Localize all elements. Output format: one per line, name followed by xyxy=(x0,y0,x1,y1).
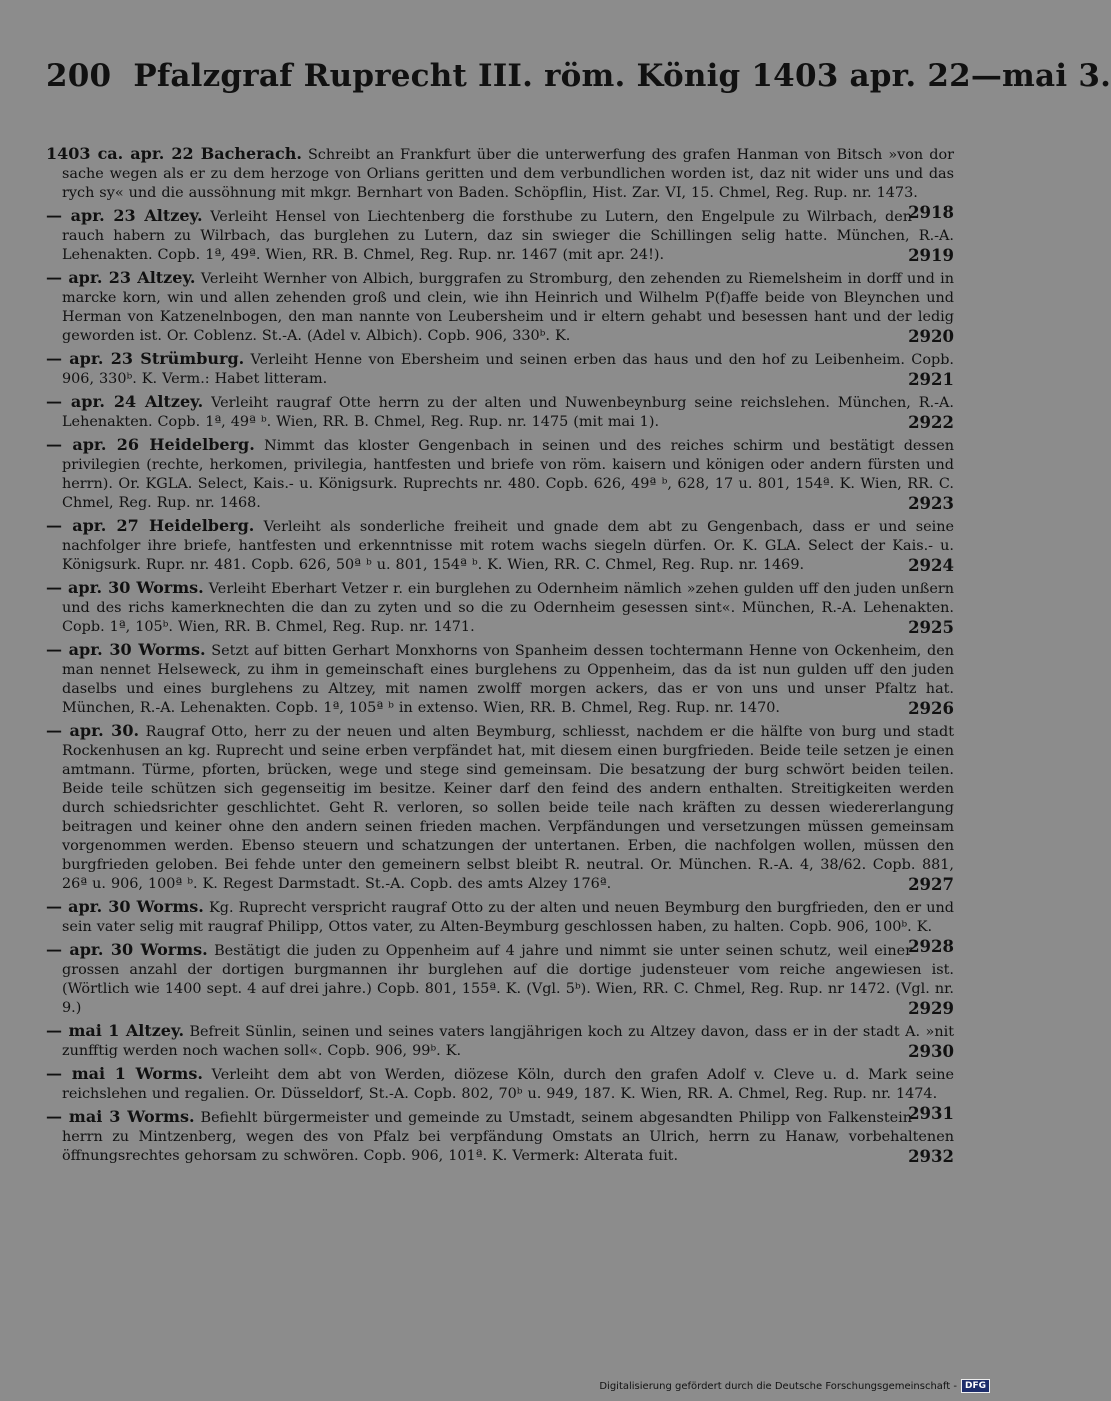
page-number: 200 xyxy=(46,58,112,94)
regest-entry xyxy=(34,268,954,346)
regest-entry xyxy=(34,940,954,1018)
regest-text: Verleiht Hensel von Liechtenberg die forsthube zu Lutern, den Engelpule zu Wilrbach, den rauch habern zu Wilrbach, das burglehen zu Lutern, daz sin swieger die Schillingen selig hatte. München, R.-A. Lehenakten. Copb. 1ª, 49ª. Wien, RR. B. Chmel, Reg. Rup. nr. 1467 (mit apr. 24!). xyxy=(62,209,954,263)
regest-entry xyxy=(34,516,954,575)
regest-number: 2927 xyxy=(908,875,954,894)
running-header xyxy=(46,58,1111,94)
regest-paragraph xyxy=(34,392,954,432)
regest-paragraph xyxy=(34,349,954,389)
regest-date-place: — apr. 23 Strümburg. xyxy=(46,349,245,368)
regest-entry xyxy=(34,578,954,637)
regest-number: 2926 xyxy=(908,699,954,718)
regest-text: Verleiht Eberhart Vetzer r. ein burglehen zu Odernheim nämlich »zehen gulden uff den juden unßern und des richs kamerknechten die dan zu zyten und so die zu Odernheim gesessen sint«. München, R.-A. Lehenakten. Copb. 1ª, 105ᵇ. Wien, RR. B. Chmel, Reg. Rup. nr. 1471. xyxy=(62,581,954,635)
regest-entry xyxy=(34,206,954,265)
regest-text: Befiehlt bürgermeister und gemeinde zu Umstadt, seinem abgesandten Philipp von Falkenstein herrn zu Mintzenberg, wegen des von Pfalz bei verpfändung Omstats an Ulrich, herrn zu Hanaw, vorbehaltenen öffnungsrechtes gehorsam zu schwören. Copb. 906, 101ª. K. Vermerk: Alterata fuit. xyxy=(62,1110,954,1164)
regest-text: Kg. Ruprecht verspricht raugraf Otto zu der alten und neuen Beymburg den burgfrieden, den er und sein vater selig mit raugraf Philipp, Ottos vater, zu Alten-Beymburg geschlossen haben, zu halten. Copb. 906, 100ᵇ. K. xyxy=(62,900,954,935)
regest-paragraph xyxy=(34,578,954,637)
regest-date-place: — apr. 30 Worms. xyxy=(46,640,206,659)
regest-number: 2924 xyxy=(908,556,954,575)
regest-number: 2925 xyxy=(908,618,954,637)
regest-paragraph xyxy=(34,1107,954,1166)
header-title: Pfalzgraf Ruprecht III. röm. König 1403 apr. 22—mai 3. xyxy=(133,58,1111,94)
regest-date-place: — apr. 24 Altzey. xyxy=(46,392,204,411)
regest-date-place: — apr. 27 Heidelberg. xyxy=(46,516,255,535)
footer-text: Digitalisierung gefördert durch die Deutsche Forschungsgemeinschaft - xyxy=(599,1380,957,1392)
regest-date-place: — apr. 30 Worms. xyxy=(46,578,204,597)
regesta-list xyxy=(34,144,954,1169)
regest-date-place: — apr. 23 Altzey. xyxy=(46,206,203,225)
regest-entry xyxy=(34,1021,954,1061)
regest-entry xyxy=(34,392,954,432)
regest-date-place: — apr. 30. xyxy=(46,721,140,740)
regest-paragraph xyxy=(34,1021,954,1061)
regest-entry xyxy=(34,1107,954,1166)
funding-footer xyxy=(599,1379,990,1393)
regest-text: Raugraf Otto, herr zu der neuen und alten Beymburg, schliesst, nachdem er die hälfte von burg und stadt Rockenhusen an kg. Ruprecht und seine erben verpfändet hat, mit diesem einen burgfrieden. Beide teile setzen je einen amtmann. Türme, pforten, brücken, wege und stege sind gemeinsam. Die besatzung der burg schwört beiden teilen. Beide teile schützen sich gegenseitig im besitze. Keiner darf den feind des andern enthalten. Streitigkeiten werden durch schiedsrichter geschlichtet. Geht R. verloren, so sollen beide teile nach kräften zu dessen wiedererlangung beitragen und keiner ohne den andern seinen frieden machen. Verpfändungen und versetzungen müssen gemeinsam vorgenommen werden. Ebenso steuern und schatzungen der untertanen. Erben, die nachfolgen wollen, müssen den burgfrieden geloben. Bei fehde unter den gemeinern selbst bleibt R. neutral. Or. München. R.-A. 4, 38/62. Copb. 881, 26ª u. 906, 100ª ᵇ. K. Regest Darmstadt. St.-A. Copb. des amts Alzey 176ª. xyxy=(62,724,954,892)
regest-date-place: — mai 1 Altzey. xyxy=(46,1021,185,1040)
regest-text: Verleiht als sonderliche freiheit und gnade dem abt zu Gengenbach, dass er und seine nachfolger ihre briefe, hantfesten und erkenntnisse mit rotem wachs siegeln dürfen. Or. K. GLA. Select der Kais.- u. Königsurk. Rupr. nr. 481. Copb. 626, 50ª ᵇ u. 801, 154ª ᵇ. K. Wien, RR. C. Chmel, Reg. Rup. nr. 1469. xyxy=(62,519,954,573)
regest-number: 2929 xyxy=(908,999,954,1018)
regest-entry xyxy=(34,349,954,389)
regest-text: Schreibt an Frankfurt über die unterwerfung des grafen Hanman von Bitsch »von dor sache wegen als er zu dem herzoge von Orlians geritten und dem verbundlichen worden ist, daz nit wider uns und das rych sy« und die aussöhnung mit mkgr. Bernhart von Baden. Schöpflin, Hist. Zar. VI, 15. Chmel, Reg. Rup. nr. 1473. xyxy=(62,147,954,201)
regest-entry xyxy=(34,897,954,956)
regest-number: 2921 xyxy=(908,370,954,389)
regest-entry xyxy=(34,721,954,894)
regest-text: Verleiht Wernher von Albich, burggrafen zu Stromburg, den zehenden zu Riemelsheim in dorff und in marcke korn, win und allen zehenden groß und clein, wie ihn Heinrich und Wilhelm P(f)affe beide von Bleynchen und Herman von Katzenelnbogen, den man nannte von Leubersheim und ir eltern gehabt und besessen hant und der ledig geworden ist. Or. Coblenz. St.-A. (Adel v. Albich). Copb. 906, 330ᵇ. K. xyxy=(62,271,954,344)
regest-number: 2930 xyxy=(908,1042,954,1061)
regest-number: 2920 xyxy=(908,327,954,346)
regest-paragraph xyxy=(34,640,954,718)
dfg-logo-icon: DFG xyxy=(961,1379,990,1393)
regest-date-place: — mai 1 Worms. xyxy=(46,1064,203,1083)
regest-text: Nimmt das kloster Gengenbach in seinen und des reiches schirm und bestätigt dessen privilegien (rechte, herkomen, privilegia, hantfesten und briefe von röm. kaisern und königen oder andern fürsten und herrn). Or. KGLA. Select, Kais.- u. Königsurk. Ruprechts nr. 480. Copb. 626, 49ª ᵇ, 628, 17 u. 801, 154ª. K. Wien, RR. C. Chmel, Reg. Rup. nr. 1468. xyxy=(62,438,955,511)
regest-entry xyxy=(34,435,954,513)
regest-paragraph xyxy=(34,268,954,346)
regest-text: Bestätigt die juden zu Oppenheim auf 4 jahre und nimmt sie unter seinen schutz, weil einer grossen anzahl der dortigen burgmannen ihr burglehen auf die dortige judensteuer vom reiche angewiesen ist. (Wörtlich wie 1400 sept. 4 auf drei jahre.) Copb. 801, 155ª. K. (Vgl. 5ᵇ). Wien, RR. C. Chmel, Reg. Rup. nr 1472. (Vgl. nr. 9.) xyxy=(62,943,954,1016)
regest-number: 2922 xyxy=(908,413,954,432)
regest-text: Verleiht dem abt von Werden, diözese Köln, durch den grafen Adolf v. Cleve u. d. Mark seine reichslehen und regalien. Or. Düsseldorf, St.-A. Copb. 802, 70ᵇ u. 949, 187. K. Wien, RR. A. Chmel, Reg. Rup. nr. 1474. xyxy=(62,1067,954,1102)
regest-paragraph xyxy=(34,435,954,513)
regest-number: 2932 xyxy=(908,1147,954,1166)
regest-paragraph xyxy=(34,206,954,265)
regest-text: Befreit Sünlin, seinen und seines vaters langjährigen koch zu Altzey davon, dass er in der stadt A. »nit zunfftig werden noch wachen soll«. Copb. 906, 99ᵇ. K. xyxy=(62,1024,954,1059)
regest-paragraph xyxy=(34,940,954,1018)
regest-date-place: — apr. 26 Heidelberg. xyxy=(46,435,255,454)
regest-paragraph xyxy=(34,516,954,575)
regest-number: 2923 xyxy=(908,494,954,513)
regest-date-place: — mai 3 Worms. xyxy=(46,1107,195,1126)
regest-number: 2928 xyxy=(908,937,954,956)
regest-date-place: — apr. 23 Altzey. xyxy=(46,268,196,287)
regest-entry xyxy=(34,640,954,718)
regest-number: 2919 xyxy=(908,246,954,265)
regest-number: 2918 xyxy=(908,203,954,222)
regest-text: Verleiht Henne von Ebersheim und seinen erben das haus und den hof zu Leibenheim. Copb. 906, 330ᵇ. K. Verm.: Habet litteram. xyxy=(62,352,954,387)
regest-date-place: — apr. 30 Worms. xyxy=(46,897,204,916)
regest-date-place: 1403 ca. apr. 22 Bacherach. xyxy=(46,144,302,163)
regest-paragraph xyxy=(34,721,954,894)
regest-text: Verleiht raugraf Otte herrn zu der alten und Nuwenbeynburg seine reichslehen. München, R.-A. Lehenakten. Copb. 1ª, 49ª ᵇ. Wien, RR. B. Chmel, Reg. Rup. nr. 1475 (mit mai 1). xyxy=(62,395,954,430)
regest-text: Setzt auf bitten Gerhart Monxhorns von Spanheim dessen tochtermann Henne von Ockenheim, den man nennet Helseweck, zu ihm in gemeinschaft eines burglehens zu Oppenheim, das da ist nun gulden uff den juden daselbs und eines burglehens zu Altzey, mit namen zwolff morgen ackers, das er von uns und unser Pfaltz hat. München, R.-A. Lehenakten. Copb. 1ª, 105ª ᵇ in extenso. Wien, RR. B. Chmel, Reg. Rup. nr. 1470. xyxy=(62,643,954,716)
regest-number: 2931 xyxy=(908,1104,954,1123)
regest-date-place: — apr. 30 Worms. xyxy=(46,940,208,959)
regest-paragraph xyxy=(34,897,954,956)
